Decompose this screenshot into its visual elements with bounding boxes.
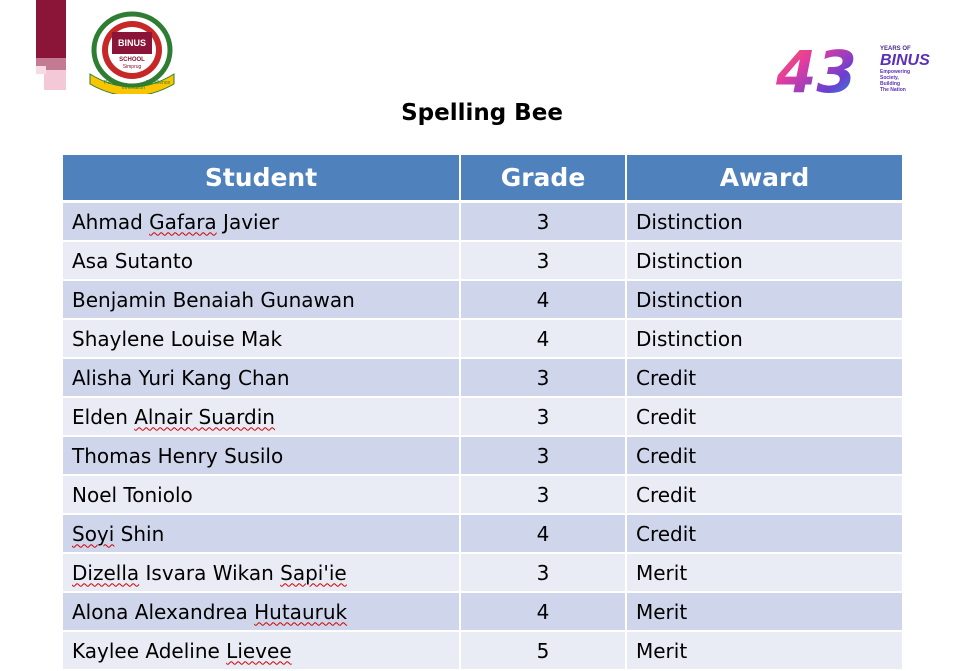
award-cell: Distinction xyxy=(626,241,902,280)
award-cell: Merit xyxy=(626,553,902,592)
student-cell xyxy=(63,241,460,280)
student-cell xyxy=(63,514,460,553)
award-cell: Distinction xyxy=(626,319,902,358)
student-name-part: Ahmad xyxy=(72,209,150,234)
header-student: Student xyxy=(63,155,460,202)
student-name-part: Alona Alexandrea xyxy=(72,599,255,624)
43-years-binus-logo xyxy=(776,38,946,98)
student-name-part: Javier xyxy=(216,209,280,234)
award-cell: Credit xyxy=(626,475,902,514)
ribbon-word-2: Innovation xyxy=(122,85,146,91)
table-row xyxy=(63,280,902,319)
grade-cell: 3 xyxy=(460,436,626,475)
grade-cell: 3 xyxy=(460,553,626,592)
logo-brand-text: BINUS xyxy=(117,38,147,48)
anniversary-number: 43 xyxy=(776,38,857,98)
award-cell: Distinction xyxy=(626,280,902,319)
header-award: Award xyxy=(626,155,902,202)
award-cell: Credit xyxy=(626,397,902,436)
award-cell: Merit xyxy=(626,631,902,670)
tagline-line-3: Building xyxy=(880,81,900,87)
grade-cell: 3 xyxy=(460,241,626,280)
grade-cell: 4 xyxy=(460,592,626,631)
student-name-flagged-part: Dizella xyxy=(72,560,140,585)
student-cell xyxy=(63,397,460,436)
ribbon-word-3: Excellence xyxy=(146,80,171,86)
student-cell xyxy=(63,280,460,319)
student-cell xyxy=(63,358,460,397)
table-row xyxy=(63,436,902,475)
table-row xyxy=(63,631,902,670)
student-name-flagged-part: Alnair Suardin xyxy=(134,404,275,429)
binus-school-crest-icon xyxy=(84,8,180,94)
43-years-binus-logo-icon xyxy=(776,38,946,98)
student-cell xyxy=(63,319,460,358)
student-name-part: Kaylee Adeline xyxy=(72,638,227,663)
awards-table xyxy=(63,155,902,671)
tagline-line-1: Empowering xyxy=(880,69,911,75)
student-cell xyxy=(63,631,460,670)
tagline-line-2: Society, xyxy=(880,75,899,81)
grade-cell: 3 xyxy=(460,475,626,514)
grade-cell: 4 xyxy=(460,319,626,358)
student-name-flagged-part: Gafara xyxy=(149,209,217,234)
decorative-stripes xyxy=(0,0,70,95)
student-name-part: Elden xyxy=(72,404,135,429)
table-row xyxy=(63,319,902,358)
student-name-part: Thomas Henry Susilo xyxy=(72,443,284,468)
logo-school-text: SCHOOL xyxy=(119,57,145,63)
student-cell xyxy=(63,553,460,592)
student-name-flagged-part: Sapi'ie xyxy=(280,560,347,585)
student-cell xyxy=(63,436,460,475)
grade-cell: 4 xyxy=(460,280,626,319)
grade-cell: 3 xyxy=(460,202,626,242)
grade-cell: 4 xyxy=(460,514,626,553)
grade-cell: 3 xyxy=(460,397,626,436)
student-cell xyxy=(63,202,460,242)
award-cell: Credit xyxy=(626,514,902,553)
page-title: Spelling Bee xyxy=(401,100,563,126)
table-row xyxy=(63,514,902,553)
table-row xyxy=(63,475,902,514)
student-name-part: Isvara Wikan xyxy=(139,560,281,585)
award-cell: Credit xyxy=(626,436,902,475)
ribbon-word-1: People xyxy=(104,80,120,86)
student-cell xyxy=(63,475,460,514)
grade-cell: 5 xyxy=(460,631,626,670)
table-header-row xyxy=(63,155,902,202)
student-name-part: Alisha Yuri Kang Chan xyxy=(72,365,290,390)
anniversary-brand-text: BINUS xyxy=(880,52,930,69)
table-row xyxy=(63,397,902,436)
table-row xyxy=(63,553,902,592)
years-of-text: YEARS OF xyxy=(880,46,911,52)
grade-cell: 3 xyxy=(460,358,626,397)
student-name-flagged-part: Soyi xyxy=(72,521,115,546)
header-grade: Grade xyxy=(460,155,626,202)
award-cell: Merit xyxy=(626,592,902,631)
logo-campus-text: Simprug xyxy=(122,64,142,70)
table-row xyxy=(63,202,902,242)
award-cell: Credit xyxy=(626,358,902,397)
award-cell: Distinction xyxy=(626,202,902,242)
student-name-part: Shin xyxy=(114,521,165,546)
table-row xyxy=(63,592,902,631)
student-cell xyxy=(63,592,460,631)
student-name-part: Benjamin Benaiah Gunawan xyxy=(72,287,355,312)
table-row xyxy=(63,358,902,397)
table-row xyxy=(63,241,902,280)
student-name-part: Noel Toniolo xyxy=(72,482,193,507)
student-name-part: Asa Sutanto xyxy=(72,248,193,273)
student-name-flagged-part: Hutauruk xyxy=(254,599,348,624)
binus-school-logo xyxy=(84,8,180,94)
tagline-line-4: The Nation xyxy=(880,87,906,93)
student-name-part: Shaylene Louise Mak xyxy=(72,326,283,351)
student-name-flagged-part: Lievee xyxy=(226,638,292,663)
